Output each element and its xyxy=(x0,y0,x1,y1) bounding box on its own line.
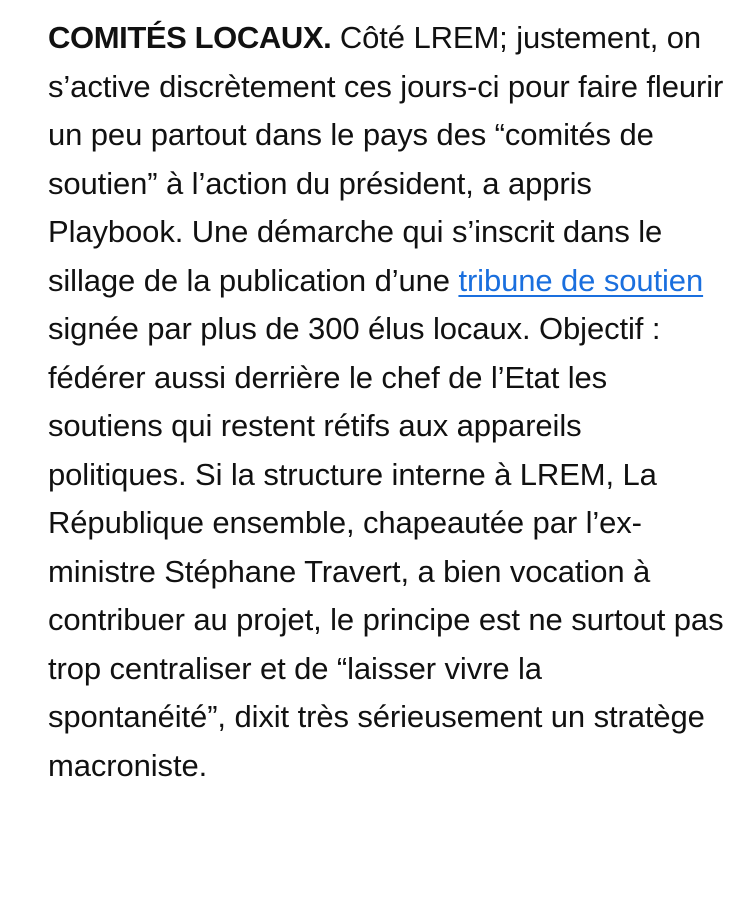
tribune-link[interactable]: tribune de soutien xyxy=(458,262,704,298)
paragraph-text-after-link: signée par plus de 300 élus locaux. Objectif : fédérer aussi derrière le chef de l’Etat les soutiens qui restent rétifs aux appareils politiques. Si la structure interne à LREM, La République ensemble, chapeautée par l’ex-ministre Stéphane Travert, a bien vocation à contribuer au projet, le principe est ne surtout pas trop centraliser et de “laisser vivre la spontanéité”, dixit très sérieusement un stratège macroniste. xyxy=(48,311,724,783)
section-lead-heading: COMITÉS LOCAUX. xyxy=(48,20,332,55)
article-paragraph xyxy=(48,14,728,790)
paragraph-text-before-link: Côté LREM; justement, on s’active discrètement ces jours-ci pour faire fleurir un peu partout dans le pays des “comités de soutien” à l’action du président, a appris Playbook. Une démarche qui s’inscrit dans le sillage de la publication d’une xyxy=(48,20,724,298)
